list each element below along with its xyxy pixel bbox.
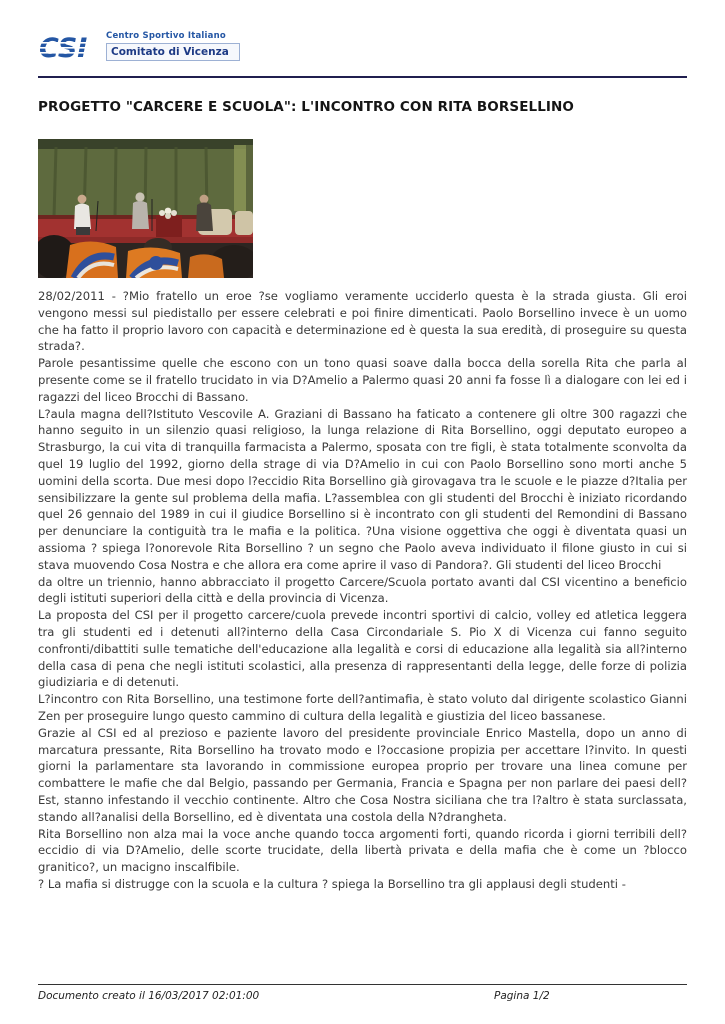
logo-text-block: [106, 28, 240, 61]
article-paragraph: La proposta del CSI per il progetto carcere/cuola prevede incontri sportivi di calcio, volley ed atletica leggera tra gli studenti ed i detenuti all?interno della Casa Circondariale S. Pio X di Vicenza cui fanno seguito confronti/dibattiti sulle tematiche dell'educazione alla legalità e corsi di educazione alla legalità sia all?interno della casa di pena che negli istituti scolastici, alla presenza di rappresentanti della legge, delle forze di polizia giudiziaria e di detenuti.: [38, 608, 687, 690]
article-paragraph: L?incontro con Rita Borsellino, una testimone forte dell?antimafia, è stato voluto dal dirigente scolastico Gianni Zen per proseguire lungo questo cammino di cultura della legalità e giustizia del liceo bassanese.: [38, 692, 687, 723]
logo-org-name: Centro Sportivo Italiano: [106, 31, 226, 41]
article-paragraph: Grazie al CSI ed al prezioso e paziente lavoro del presidente provinciale Enrico Mastella, dopo un anno di marcatura pressante, Rita Borsellino ha trovato modo e l?occasione propizia per accettare l?invito. In questi giorni la parlamentare sta lavorando in commissione europea proprio per trovare una linea comune per combattere le mafie che dal Belgio, passando per Germania, Francia e Spagna per non parlare dei paesi dell?Est, stanno infestando il vecchio continente. Altro che Cosa Nostra siciliana che tra l?altro è stata surclassata, stando all?analisi della Borsellino, ed è diventata una costola della N?drangheta.: [38, 725, 687, 824]
document-header: [38, 28, 687, 78]
article-paragraph: ? La mafia si distrugge con la scuola e la cultura ? spiega la Borsellino tra gli applausi degli studenti -: [38, 876, 626, 891]
csi-logo: [38, 28, 687, 70]
article-paragraph: L?aula magna dell?Istituto Vescovile A. Graziani di Bassano ha faticato a contenere gli oltre 300 ragazzi che hanno seguito in un silenzio quasi religioso, la lunga relazione di Rita Borsellino, oggi deputato europeo a Strasburgo, la cui vita di tranquilla farmacista a Palermo, sposata con tre figli, è stata totalmente sconvolta da quel 19 luglio del 1992, giorno della strage di via D?Amelio in cui con Paolo Borsellino sono morti anche 5 uomini della scorta. Due mesi dopo l?eccidio Rita Borsellino già girovagava tra le scuole e le piazze d?Italia per sensibilizzare la gente sul problema della mafia. L?assemblea con gli studenti del Brocchi è iniziato ricordando quel 26 gennaio del 1989 in cui il giudice Borsellino si è incontrato con gli studenti del Remondini di Bassano per denunciare la contiguità tra le mafia e la politica. ?Una visione oggettiva che oggi è diventata quasi un assioma ? spiega l?onorevole Rita Borsellino ? un segno che Paolo aveva individuato il filone giusto in cui si stava muovendo Cosa Nostra e che allora era come aprire il vaso di Pandora?. Gli studenti del liceo Brocchi: [38, 406, 687, 572]
footer-rule: [38, 984, 687, 985]
article-body: [38, 288, 687, 893]
csi-monogram-icon: [38, 28, 98, 70]
page-title: PROGETTO "CARCERE E SCUOLA": L'INCONTRO CON RITA BORSELLINO: [38, 99, 575, 115]
article-paragraph: da oltre un triennio, hanno abbracciato il progetto Carcere/Scuola portato avanti dal CSI vicentino a beneficio degli istituti superiori della città e della provincia di Vicenza.: [38, 574, 687, 606]
article-paragraph: Rita Borsellino non alza mai la voce anche quando tocca argomenti forti, quando ricorda i giorni terribili dell?eccidio di via D?Amelio, delle scorte trucidate, della libertà privata e della mafia che è come un ?blocco granitico?, un macigno inscalfibile.: [38, 826, 687, 875]
article-paragraph: 28/02/2011 - ?Mio fratello un eroe ?se vogliamo veramente ucciderlo questa è la strada giusta. Gli eroi vengono messi sul piedistallo per essere celebrati e poi finire dimenticati. Paolo Borsellino invece è un uomo che ha fatto il proprio lavoro con capacità e determinazione ed è questa la sua eredità, di proseguire su questa strada?.: [38, 289, 687, 354]
footer-page-number: Pagina 1/2: [494, 990, 550, 1002]
document-footer: [38, 984, 687, 1004]
article-paragraph: Parole pesantissime quelle che escono con un tono quasi soave dalla bocca della sorella Rita che parla al presente come se il fratello trucidato in via D?Amelio a Palermo quasi 20 anni fa fosse lì a dialogare con lei ed i ragazzi del liceo Brocchi di Bassano.: [38, 356, 687, 404]
footer-created-text: Documento creato il 16/03/2017 02:01:00: [38, 990, 260, 1002]
logo-committee-name: Comitato di Vicenza: [106, 43, 240, 61]
footer-row: [38, 990, 687, 1004]
header-rule: [38, 76, 687, 78]
article-photo: [38, 139, 253, 278]
